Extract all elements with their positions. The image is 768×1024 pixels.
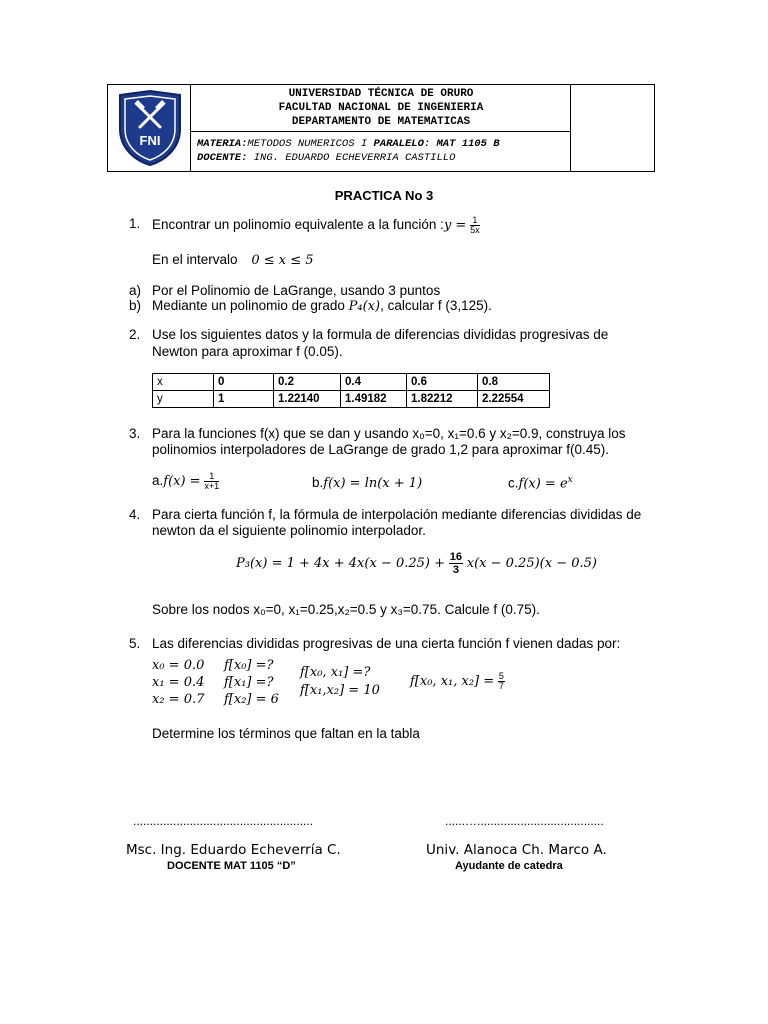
q4-number: 4. (129, 507, 141, 522)
table-cell: 0.2 (274, 374, 341, 391)
interval-label: En el intervalo (152, 252, 238, 267)
table-cell: 1.22140 (274, 391, 341, 408)
q3a: a.f(x) = $\frac{1}{x+1}$ (152, 471, 220, 491)
table-cell: 2.22554 (478, 391, 550, 408)
signature-line-right: ......…...................................... (445, 814, 604, 828)
q4-fraction: $\frac{16}{3}$ (449, 551, 462, 576)
q1-interval-line (152, 252, 314, 268)
q4-nodes: Sobre los nodos x₀=0, x₁=0.25,x₂=0.5 y x₃=0.75. Calcule f (0.75). (152, 602, 540, 617)
logo-text: FNI (139, 133, 161, 148)
header-table (107, 84, 655, 172)
q4-polynomial: P₃(x) = 1 + 4x + 4x(x − 0.25) + $\frac{16}{3}$ x(x − 0.25)(x − 0.5) (236, 551, 597, 576)
q5-f-values: f[x₀] =? f[x₁] =? f[x₂] = 6 (224, 658, 279, 707)
q3-number: 3. (129, 426, 141, 441)
page-title: PRACTICA No 3 (334, 188, 434, 203)
paralelo-label: PARALELO: (373, 138, 431, 150)
q3-line1: Para la funciones f(x) que se dan y usando x₀=0, x₁=0.6 y x₂=0.9, construya los (152, 426, 626, 441)
q1b-line: Mediante un polinomio de grado P₄(x), calcular f (3,125). (152, 298, 492, 314)
q5-second-difference: f[x₀, x₁, x₂] = $\frac{5}{7}$ (410, 671, 504, 691)
q2-line1: Use los siguientes datos y la formula de diferencias divididas progresivas de (152, 327, 609, 342)
q1b-label: b) (129, 298, 142, 313)
q2-line2: Newton para aproximar f (0.05). (152, 344, 343, 359)
q1-function-lhs: y = (443, 218, 467, 234)
q1-number: 1. (129, 216, 141, 231)
q3a-fraction: $\frac{1}{x+1}$ (204, 471, 220, 491)
table-row (153, 374, 550, 391)
q2-number: 2. (129, 327, 141, 342)
divider (190, 131, 571, 132)
table-cell: 0 (214, 374, 274, 391)
q1a-text: Por el Polinomio de LaGrange, usando 3 puntos (152, 283, 441, 298)
q4-line1: Para cierta función f, la fórmula de interpolación mediante diferencias divididas de (152, 507, 642, 522)
table-cell: 1.49182 (341, 391, 407, 408)
data-table (152, 373, 550, 408)
q3b: b.f(x) = ln(x + 1) (312, 475, 423, 491)
q3-line2: polinomios interpoladores de LaGrange de grado 1,2 para aproximar f(0.45). (152, 442, 610, 457)
docente-label: DOCENTE: (197, 152, 248, 164)
q1-statement (152, 216, 480, 235)
table-cell: 1.82212 (407, 391, 478, 408)
q5-final: Determine los términos que faltan en la tabla (152, 726, 420, 741)
fni-logo (116, 89, 184, 167)
table-cell: 0.8 (478, 374, 550, 391)
materia-line (197, 137, 500, 151)
q4-line2: newton da el siguiente polinomio interpolador. (152, 523, 426, 538)
paralelo-value: MAT 1105 B (436, 138, 500, 150)
q5-x-values: x₀ = 0.0 x₁ = 0.4 x₂ = 0.7 (152, 658, 205, 707)
faculty-name: FACULTAD NACIONAL DE INGENIERIA (278, 102, 484, 114)
interval-value: 0 ≤ x ≤ 5 (251, 253, 314, 268)
q5-first-differences: f[x₀, x₁] =? f[x₁,x₂] = 10 (300, 665, 380, 698)
docente-value: ING. EDUARDO ECHEVERRIA CASTILLO (253, 152, 456, 164)
q3c: $c.f(x) = e^x$ (508, 475, 573, 492)
q5-number: 5. (129, 636, 141, 651)
docente-line (197, 151, 455, 165)
q1-text: Encontrar un polinomio equivalente a la función : (152, 217, 444, 233)
materia-value: METODOS NUMERICOS I (247, 138, 368, 150)
signature-line-left: ...................................................... (133, 814, 314, 828)
table-cell: 1 (214, 391, 274, 408)
signature-name-right: Univ. Alanoca Ch. Marco A. (426, 842, 607, 858)
table-cell: 0.6 (407, 374, 478, 391)
table-cell: x (153, 374, 214, 391)
materia-label: MATERIA: (197, 138, 248, 150)
signature-role-right: Ayudante de catedra (455, 860, 563, 872)
q5-text: Las diferencias divididas progresivas de una cierta función f vienen dadas por: (152, 636, 621, 651)
q1b-polynomial: P₄(x) (348, 299, 381, 314)
university-name: UNIVERSIDAD TÉCNICA DE ORURO (288, 88, 474, 100)
table-row (153, 391, 550, 408)
q5-fraction: $\frac{5}{7}$ (498, 671, 504, 691)
department-name: DEPARTAMENTO DE MATEMATICAS (291, 116, 471, 128)
signature-role-left: DOCENTE MAT 1105 “D” (167, 860, 296, 872)
q1-fraction: $\frac{1}{5x}$ (470, 215, 480, 235)
table-cell: y (153, 391, 214, 408)
table-cell: 0.4 (341, 374, 407, 391)
q1a-label: a) (129, 283, 142, 298)
signature-name-left: Msc. Ing. Eduardo Echeverría C. (126, 842, 341, 858)
